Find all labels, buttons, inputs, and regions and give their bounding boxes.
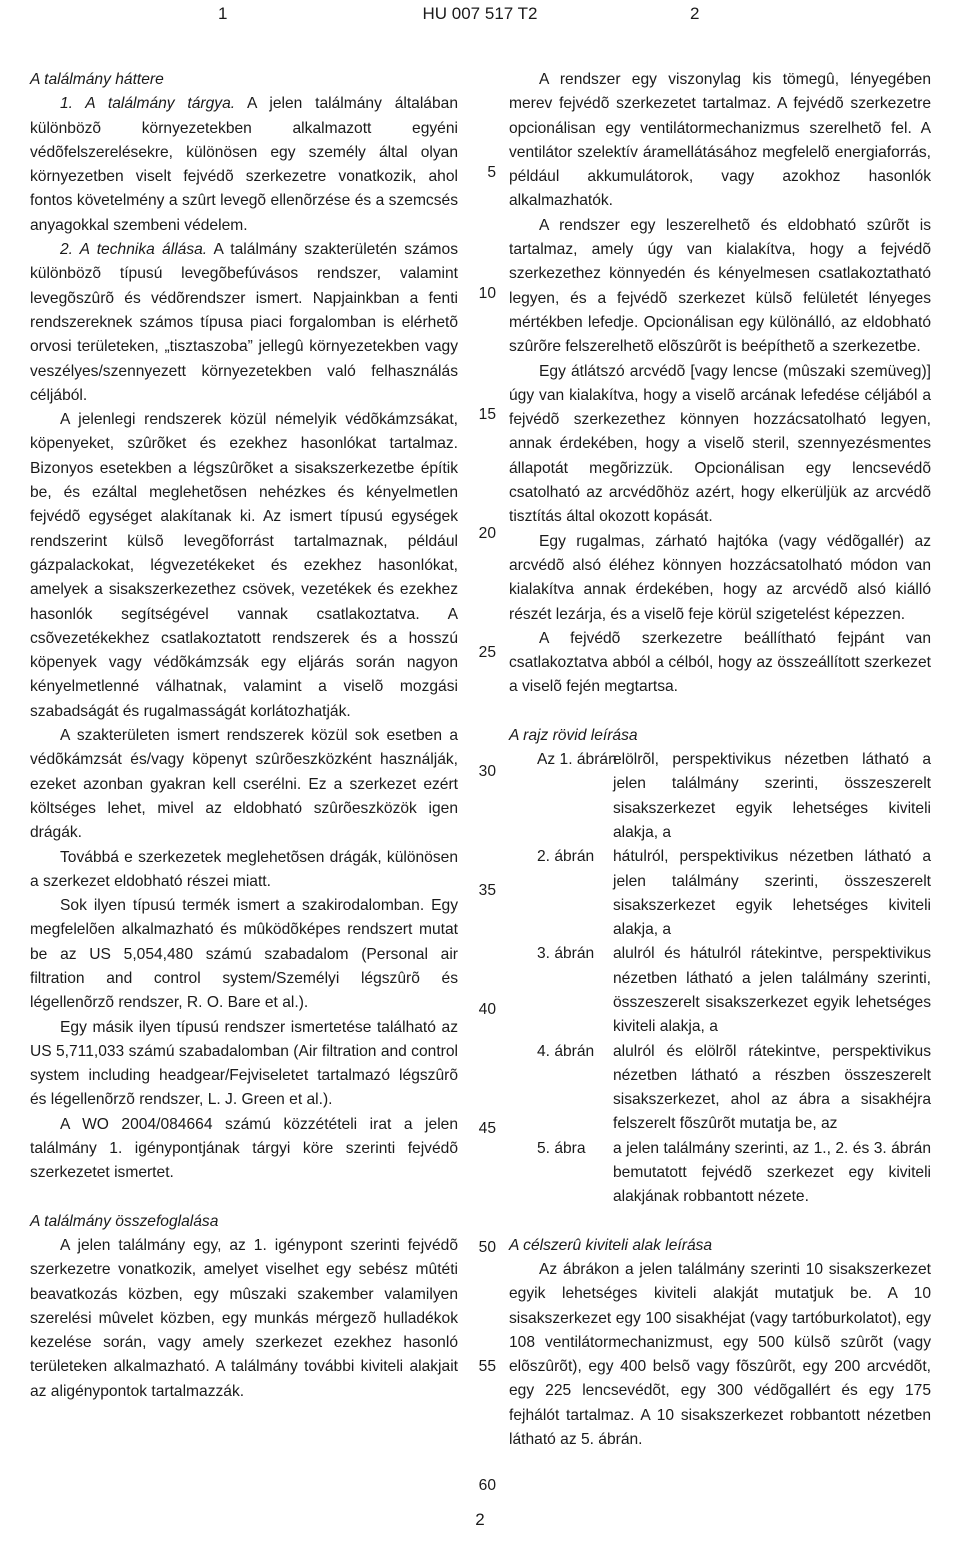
line-number: 55 xyxy=(478,1358,496,1375)
figure-1-label: Az 1. ábrán xyxy=(537,751,617,769)
paragraph-face-shield: Egy átlátszó arcvédõ [vagy lencse (mûszaki szemüveg)] úgy van kialakítva, hogy a viselõ arcának lefedése céljából a fejvédõ szerkezethez könnyen hozzácsatolható legyen, annak érdekében, hogy a viselõ steril, szennyezésmentes állapotát megõrizzük. Opcionálisan egy lencsevédõ csatolható az arcvédõhöz azért, hogy elkerüljük az arcvédõ tisztítás által okozott kopását. xyxy=(509,362,931,526)
paragraph-headband: A fejvédõ szerkezetre beállítható fejpánt van csatlakoztatva abból a célból, hogy az összeállított szerkezet a viselõ fején megtartsa. xyxy=(509,629,931,696)
paragraph-another-system: Egy másik ilyen típusú rendszer ismertetése található az US 5,711,033 számú szabadalomban (Air filtration and control system including headgear/Fejviseletet tartalmazó légszûrõ és légellenõrzõ rendszer, L. J. Green et al.). xyxy=(30,1018,458,1109)
figure-3-text: alulról és hátulról rátekintve, perspektivikus nézetben látható a jelen találmány szerinti, összeszerelt sisakszerkezet egyik lehetséges kiviteli alakja, a xyxy=(613,945,931,1036)
paragraph-known-systems: A szakterületen ismert rendszerek közül sok esetben a védõkámzsát és/vagy köpenyt szûrõeszközként használják, ezeket azonban gyakran kell cserélni. Ez a szerkezet ezért költséges lehet, mivel az eldobható szûrõeszközök igen drágák. xyxy=(30,727,458,842)
field-text: A jelen találmány általában különbözõ környezetekben alkalmazott egyéni védõfelszerelésekre, különösen egy személy által olyan környezetben viselt fejvédõ szerkezetre vonatkozik, ahol fontos követelmény a szûrt levegõ ellenõrzése és a szemcsés anyagokkal szembeni védelem. xyxy=(30,95,458,234)
figure-5-text: a jelen találmány szerinti, az 1., 2. és 3. ábrán bemutatott fejvédõ szerkezet egy kiviteli alakjának robbantott nézete. xyxy=(613,1139,931,1206)
paragraph-filter: A rendszer egy leszerelhetõ és eldobható szûrõt is tartalmaz, amely úgy van kialakítva, hogy a fejvédõ szerkezethez könnyedén és kényelmesen csatlakoztatható legyen, és a fejvédõ szerkezet külsõ felületét lényeges mértékben lefedje. Opcionálisan egy különálló, az eldobható szûrõre felszerelhetõ elõszûrõt is beépíthetõ a szerkezetbe. xyxy=(509,216,931,356)
figure-3-label: 3. ábrán xyxy=(537,945,595,963)
page-number-left: 1 xyxy=(218,4,228,23)
document-number: HU 007 517 T2 xyxy=(422,4,538,23)
figure-3-description xyxy=(509,942,931,1039)
line-number: 25 xyxy=(478,644,496,661)
background-heading: A találmány háttere xyxy=(30,71,164,88)
left-column xyxy=(30,68,458,1404)
figure-1-description xyxy=(509,748,931,845)
line-number: 35 xyxy=(478,882,496,899)
paragraph-literature: Sok ilyen típusú termék ismert a szakirodalomban. Egy megfelelõen alkalmazható és mûködõképes rendszert mutat be az US 5,054,480 számú szabadalom (Personal air filtration and control system/Személyi légszûrõ és légellenõrzõ rendszer, R. O. Bare et al.). xyxy=(30,897,458,1012)
figure-2-description xyxy=(509,845,931,942)
paragraph-system-weight: A rendszer egy viszonylag kis tömegû, lényegében merev fejvédõ szerkezetet tartalmaz. A fejvédõ szerkezetre opcionálisan egy ventilátormechanizmus szerelhetõ fel. A ventilátor szelektív áramellátásához megfelelõ energiaforrás, például akkumulátorok, vagy azokhoz hasonlók alkalmazhatók. xyxy=(509,71,931,210)
paragraph-embodiment: Az ábrákon a jelen találmány szerinti 10 sisakszerkezet egyik lehetséges kiviteli alakját mutatjuk be. A 10 sisakszerkezet egy 100 sisakhéjat (vagy tartóburkolatot), egy 108 ventilátormechanizmust, egy 500 külsõ szûrõt (vagy elõszûrõt), egy 400 belsõ vagy fõszûrõt, egy 200 arcvédõt, egy 225 lencsevédõt, egy 300 védõgallért és egy 175 fejhálót tartalmaz. A 10 sisakszerkezet robbantott nézetben látható az 5. ábrán. xyxy=(509,1260,931,1449)
paragraph-prior-art xyxy=(30,238,458,408)
prior-art-title: 2. A technika állása. xyxy=(60,241,208,259)
embodiment-heading: A célszerû kiviteli alak leírása xyxy=(509,1236,713,1254)
line-number: 60 xyxy=(478,1477,496,1494)
page-number-right: 2 xyxy=(690,4,700,23)
drawings-heading: A rajz rövid leírása xyxy=(509,726,638,744)
paragraph-expensive: Továbbá e szerkezetek meglehetõsen drágák, különösen a szerkezet eldobható részei miatt. xyxy=(30,848,458,890)
prior-art-text: A találmány szakterületén számos különbözõ típusú levegõbefúvásos rendszer, valamint levegõszûrõ és védõrendszer ismert. Napjainkban a fenti rendszereknek számos típusa piaci forgalomban is elérhetõ orvosi területeken, „tisztaszoba” jellegû környezetekben vagy veszélyes/szennyezett környezetekben való felhasználás céljából. xyxy=(30,241,458,404)
line-number: 20 xyxy=(478,525,496,542)
line-number: 10 xyxy=(478,285,496,302)
paragraph-wo-document: A WO 2004/084664 számú közzétételi irat a jelen találmány 1. igénypontjának tárgyi köre szerinti fejvédõ szerkezetet ismertet. xyxy=(30,1115,458,1182)
line-number: 30 xyxy=(478,763,496,780)
paragraph-collar: Egy rugalmas, zárható hajtóka (vagy védõgallér) az arcvédõ alsó éléhez könnyen hozzácsatolható módon van kialakítva annak érdekében, hogy az arcvédõ alsó kiálló részét lezárja, és a viselõ feje körül szigetelést képezzen. xyxy=(509,532,931,623)
field-title: 1. A találmány tárgya. xyxy=(60,95,236,113)
line-number: 15 xyxy=(478,406,496,423)
figure-2-label: 2. ábrán xyxy=(537,848,595,866)
page-footer-number: 2 xyxy=(475,1510,485,1529)
figure-5-label: 5. ábra xyxy=(537,1139,586,1157)
figure-4-text: alulról és elölrõl rátekintve, perspektivikus nézetben látható a részben összeszerelt sisakszerkezet, ahol az ábra a sisakhéjra felszerelt fõszûrõt mutatja be, az xyxy=(613,1042,931,1133)
figure-1-text: elölrõl, perspektivikus nézetben látható a jelen találmány szerinti, összeszerelt sisakszerkezet egyik lehetséges kiviteli alakja, a xyxy=(613,751,931,841)
figure-2-text: hátulról, perspektivikus nézetben látható a jelen találmány szerinti, összeszerelt sisakszerkezet egyik lehetséges kiviteli alakja, a xyxy=(613,848,931,939)
figure-5-description xyxy=(509,1137,931,1210)
right-column xyxy=(509,68,931,1452)
paragraph-field-of-invention xyxy=(30,92,458,238)
paragraph-summary: A jelen találmány egy, az 1. igénypont szerinti fejvédõ szerkezetre vonatkozik, amelyet viselhet egy sebész mûtéti beavatkozás közben, egy mûszaki szakember valamilyen szerelési mûvelet közben, egy munkás mérgezõ hulladékok kezelése során, vagy amely szerkezet ezekhez hasonló területeken alkalmazható. A találmány további kiviteli alakjait az aligénypontok tartalmazzák. xyxy=(30,1236,458,1400)
line-number: 45 xyxy=(478,1120,496,1137)
figure-4-label: 4. ábrán xyxy=(537,1042,595,1060)
summary-heading: A találmány összefoglalása xyxy=(30,1212,219,1230)
line-number: 40 xyxy=(478,1001,496,1018)
line-number: 50 xyxy=(478,1239,496,1256)
paragraph-current-systems: A jelenlegi rendszerek közül némelyik védõkámzsákat, köpenyeket, szûrõket és ezekhez hasonlókat tartalmaz. Bizonyos esetekben a légszûrõket a sisakszerkezetbe építik be, és ezáltal meglehetõsen nehézkes és kényelmetlen fejvédõ egységet alakítanak ki. Az ismert típusú egységek rendszerint külsõ levegõforrást tartalmaznak, például gázpalackokat, légvezetékeket és ezekhez hasonlókat, amelyek a sisakszerkezethez csövek, vezetékek és ezekhez hasonlók segítségével vannak csatlakoztatva. A csõvezetékekhez csatlakoztatott rendszerek és a hosszú köpenyek vagy védõkámzsák egy eljárás során nagyon kényelmetlenné válhatnak, valamint a viselõ mozgási szabadságát és rugalmasságát korlátozhatják. xyxy=(30,411,458,720)
figure-4-description xyxy=(509,1040,931,1137)
line-number: 5 xyxy=(487,164,496,181)
